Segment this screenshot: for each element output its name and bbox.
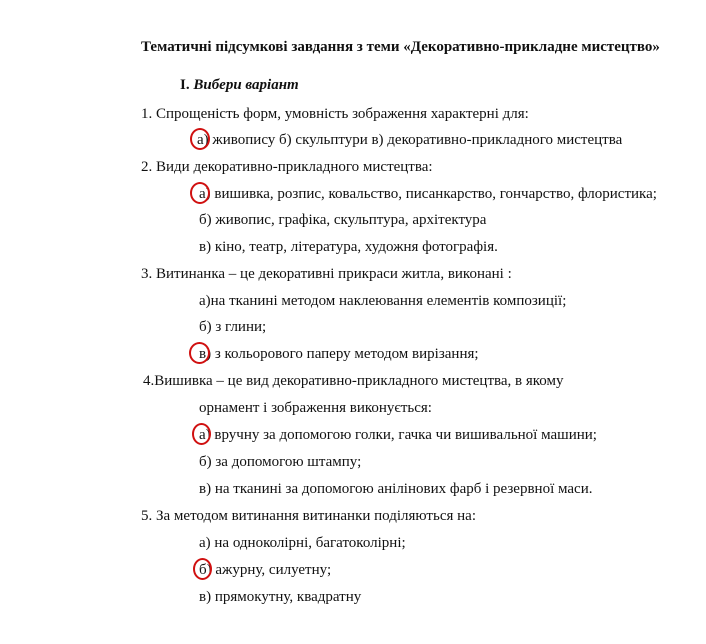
question-5-text: 5. За методом витинання витинанки поділяються на:	[141, 508, 476, 524]
question-5-option-b: б) ажурну, силуетну;	[199, 562, 332, 578]
question-5-option-a: а) на одноколірні, багатоколірні;	[199, 535, 406, 551]
question-3-option-a: а)на тканині методом наклеювання елементів композиції;	[199, 293, 567, 309]
question-2-text: 2. Види декоративно-прикладного мистецтва:	[141, 159, 433, 175]
question-3-text: 3. Витинанка – це декоративні прикраси житла, виконані :	[141, 266, 512, 282]
question-4-text-continued: орнамент і зображення виконується:	[199, 400, 432, 416]
question-1-text: 1. Спрощеність форм, умовність зображення характерні для:	[141, 106, 529, 122]
section-numeral: I.	[180, 77, 190, 93]
question-4-text: 4.Вишивка – це вид декоративно-прикладного мистецтва, в якому	[143, 373, 564, 389]
question-3-option-b: б) з глини;	[199, 319, 267, 335]
section-heading	[180, 77, 299, 94]
question-2-option-c: в) кіно, театр, література, художня фотографія.	[199, 239, 498, 255]
question-5-option-c: в) прямокутну, квадратну	[199, 589, 362, 605]
question-4-option-c: в) на тканині за допомогою анілінових фарб і резервної маси.	[199, 481, 593, 497]
answer-circle-q1	[190, 128, 210, 150]
answer-circle-q5	[193, 558, 212, 580]
question-4-option-b: б) за допомогою штампу;	[199, 454, 362, 470]
question-1-options: а) живопису б) скульптури в) декоративно-прикладного мистецтва	[197, 132, 623, 148]
section-label: Вибери варіант	[193, 77, 299, 93]
question-4-option-a: а) вручну за допомогою голки, гачка чи вишивальної машини;	[199, 427, 597, 443]
question-3-option-c: в) з кольорового паперу методом вирізання;	[199, 346, 479, 362]
answer-circle-q2	[190, 182, 210, 204]
answer-circle-q3	[189, 342, 210, 364]
answer-circle-q4	[192, 423, 211, 445]
page-title: Тематичні підсумкові завдання з теми «Декоративно-прикладне мистецтво»	[141, 39, 660, 55]
question-2-option-a: а) вишивка, розпис, ковальство, писанкарство, гончарство, флористика;	[199, 186, 657, 202]
question-2-option-b: б) живопис, графіка, скульптура, архітектура	[199, 212, 487, 228]
